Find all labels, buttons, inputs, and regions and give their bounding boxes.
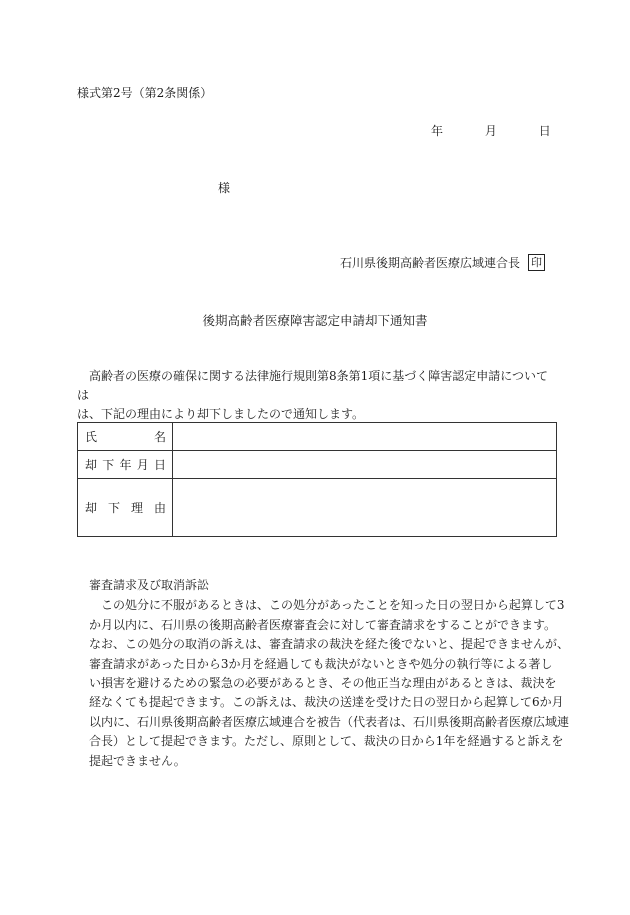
day-label: 日 bbox=[538, 124, 551, 138]
appeal-body bbox=[89, 596, 570, 771]
appeal-line: 経なくても提起できます。この訴えは、裁決の送達を受けた日の翌日から起算して6か月 bbox=[89, 695, 564, 710]
table-row-name bbox=[78, 423, 557, 451]
label-char: 下 bbox=[102, 458, 115, 472]
appeal-line: 以内に、石川県後期高齢者医療広域連合を被告（代表者は、石川県後期高齢者医療広域連 bbox=[89, 714, 570, 729]
label-char: 名 bbox=[153, 430, 166, 444]
rejection-reason-value-cell bbox=[173, 479, 557, 537]
rejection-reason-label-cell bbox=[78, 479, 173, 537]
seal-mark: 印 bbox=[528, 254, 545, 271]
intro-line: は、下記の理由により却下しましたので通知します。 bbox=[77, 407, 365, 421]
appeal-line: い損害を避けるための緊急の必要があるとき、その他正当な理由があるときは、裁決を bbox=[89, 676, 557, 691]
appeal-line: か月以内に、石川県の後期高齢者医療審査会に対して審査請求をすることができます。 bbox=[89, 617, 557, 632]
table-row-rejection-reason bbox=[78, 479, 557, 537]
label-char: 氏 bbox=[85, 430, 98, 444]
label-char: 下 bbox=[107, 501, 120, 515]
issuer-block bbox=[340, 254, 545, 271]
rejection-date-label-cell bbox=[78, 451, 173, 479]
label-char: 年 bbox=[119, 458, 132, 472]
month-label: 月 bbox=[484, 124, 497, 138]
document-title: 後期高齢者医療障害認定申請却下通知書 bbox=[202, 313, 428, 328]
form-number: 様式第2号（第2条関係） bbox=[77, 86, 213, 100]
label-char: 日 bbox=[153, 458, 166, 472]
appeal-line: 合長）として提起できます。ただし、原則として、裁決の日から1年を経過すると訴えを bbox=[89, 734, 564, 749]
label-char: 月 bbox=[136, 458, 149, 472]
appeal-heading: 審査請求及び取消訴訟 bbox=[89, 578, 210, 592]
label-char: 理 bbox=[130, 501, 143, 515]
year-label: 年 bbox=[431, 124, 444, 138]
appeal-line: 提起できません。 bbox=[89, 753, 186, 768]
label-char: 由 bbox=[153, 501, 166, 515]
label-char: 却 bbox=[85, 501, 98, 515]
date-line bbox=[431, 122, 551, 139]
rejection-date-value-cell bbox=[173, 451, 557, 479]
addressee-suffix: 様 bbox=[218, 181, 231, 195]
appeal-line: この処分に不服があるときは、この処分があったことを知った日の翌日から起算して3 bbox=[89, 598, 565, 613]
appeal-line: 審査請求があった日から3か月を経過しても裁決がないときや処分の執行等による著し bbox=[89, 656, 553, 671]
intro-line: 高齢者の医療の確保に関する法律施行規則第8条第1項に基づく障害認定申請については bbox=[77, 369, 549, 402]
table-row-rejection-date bbox=[78, 451, 557, 479]
appeal-line: なお、この処分の取消の訴えは、審査請求の裁決を経た後でないと、提起できませんが、 bbox=[89, 637, 570, 652]
name-label-cell bbox=[78, 423, 173, 451]
info-table bbox=[77, 422, 557, 537]
intro-paragraph bbox=[77, 367, 557, 424]
name-value-cell bbox=[173, 423, 557, 451]
label-char: 却 bbox=[85, 458, 98, 472]
appeal-notice bbox=[89, 576, 570, 771]
issuer-name: 石川県後期高齢者医療広域連合長 bbox=[340, 256, 521, 270]
